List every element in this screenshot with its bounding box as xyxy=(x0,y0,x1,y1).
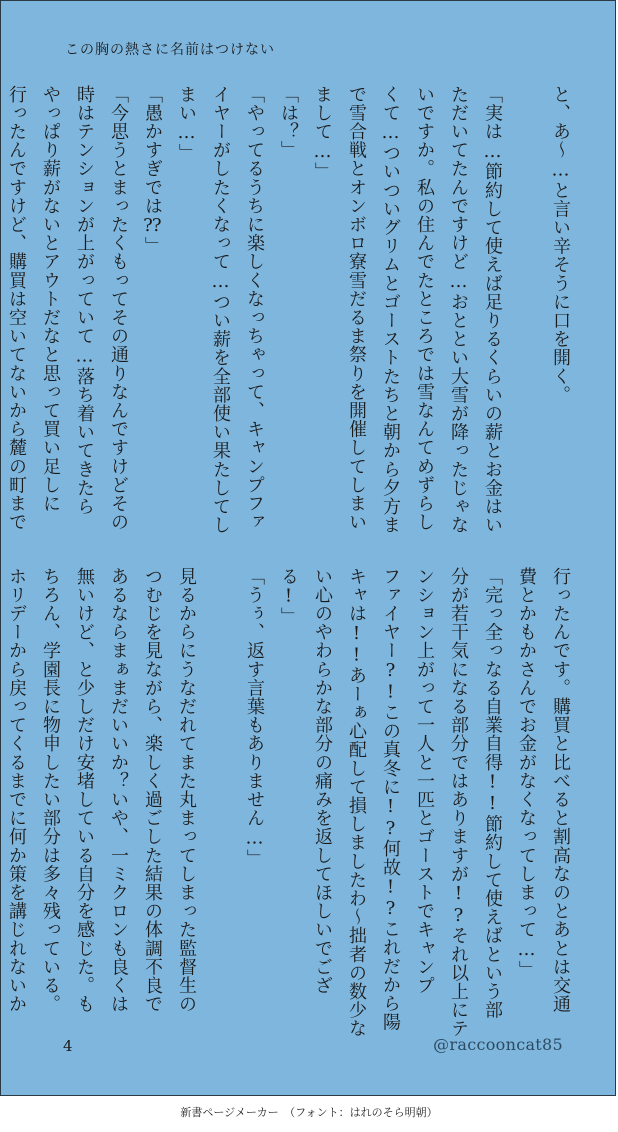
text-line: る!」 xyxy=(278,567,299,626)
text-line: やっぱり薪がないとアウトだなと思って買い足しに xyxy=(40,85,61,513)
text-line: あるならまぁまだいいか？いや、一ミクロンも良くは xyxy=(108,567,129,1014)
text-line: ンション上がって一人と一匹とゴーストでキャンプ xyxy=(414,567,435,995)
text-line: ホリデーから戻ってくるまでに何か策を講じれないか xyxy=(6,567,27,1014)
page-header-title: この胸の熱さに名前はつけない xyxy=(65,42,275,58)
text-line: 「実は…節約して使えば足りるくらいの薪とお金はい xyxy=(482,85,503,535)
text-line xyxy=(203,567,237,1003)
text-line: い心のやわらかな部分の痛みを返してほしいでござ xyxy=(312,567,333,995)
text-line: まい…」 xyxy=(176,85,197,163)
text-line: 「完っ全っなる自業自得!!節約して使えばという部 xyxy=(482,567,503,1020)
text-line: で雪合戦とオンボロ寮雪だるま祭りを開催してしまい xyxy=(346,85,367,532)
text-line: ファイヤー?!この真冬に!?何故!?これだから陽 xyxy=(380,567,401,1032)
author-handle: @raccooncat85 xyxy=(433,1035,563,1054)
text-line: 「今思うとまったくもってその通りなんですけどその xyxy=(108,85,129,532)
page-number: 4 xyxy=(63,1037,73,1055)
text-line: 分が若干気になる部分ではありますが!?それ以上にテ xyxy=(448,567,469,1038)
text-line: 見るからにうなだれてまた丸まってしまった監督生の xyxy=(176,567,197,1014)
generator-credit: 新書ページメーカー （フォント：はれのそら明朝） xyxy=(180,1106,438,1119)
text-line: 「やってるうちに楽しくなっちゃって、キャンプファ xyxy=(244,85,265,532)
lower-text-block xyxy=(6,567,577,1038)
text-line: まして…」 xyxy=(312,85,333,181)
text-line: ただいてたんですけど…おととい大雪が降ったじゃな xyxy=(448,85,469,535)
text-line: 無いけど、と少しだけ安堵している自分を感じた。も xyxy=(74,567,95,1014)
text-line: イヤーがしたくなって…つい薪を全部使い果たしてし xyxy=(210,85,231,535)
text-line: ちろん、学園長に物申したい部分は多々残っている。 xyxy=(40,567,61,1014)
text-line: くて…ついついグリムとゴーストたちと朝から夕方ま xyxy=(380,85,401,535)
text-line: つむじを見ながら、楽しく過ごした結果の体調不良で xyxy=(142,567,163,1014)
upper-text-block xyxy=(6,85,577,535)
text-line: 時はテンションが上がっていて…落ち着いてきたら xyxy=(74,85,95,516)
text-line: キャは!!あーぁ心配して損しましたわ〜拙者の数少な xyxy=(346,567,367,1038)
text-line: 「は？」 xyxy=(278,85,299,160)
text-line: と、あ〜…と言い辛そうに口を開く。 xyxy=(550,85,571,405)
text-line: 「うぅ、返す言葉もありません…」 xyxy=(244,567,265,868)
text-line: いですか。私の住んでたところでは雪なんてめずらし xyxy=(414,85,435,532)
text-line: 「愚かすぎでは⁇」 xyxy=(142,85,163,256)
text-line: 行ったんですけど、購買は空いてないから麓の町まで xyxy=(6,85,27,532)
text-line: 行ったんです。購買と比べると割高なのとあとは交通 xyxy=(550,567,571,1014)
text-line xyxy=(509,85,543,525)
text-line: 費とかもかさんでお金がなくなってしまって…」 xyxy=(516,567,537,980)
